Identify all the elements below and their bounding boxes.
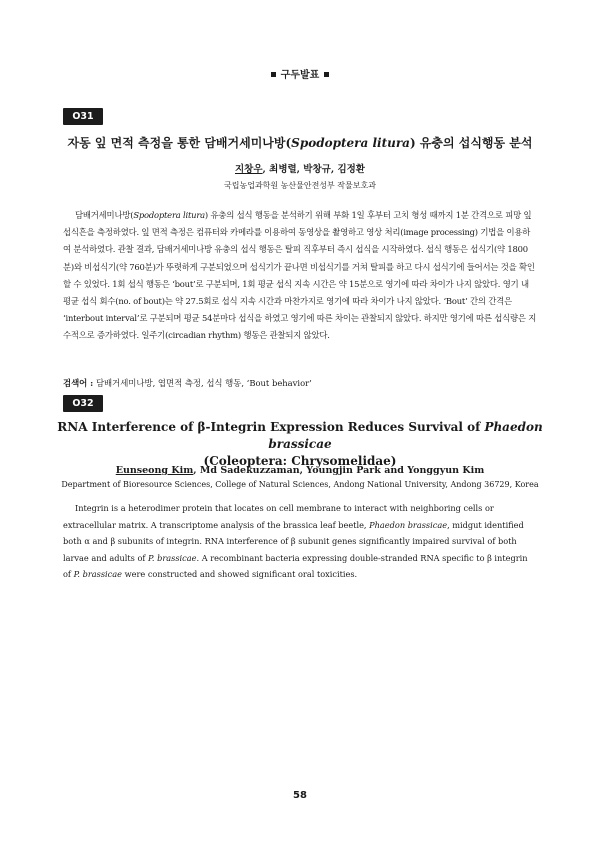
species-name: Phaedon brassicae [268,420,543,451]
body-text: were constructed and showed significant oral toxicities. [122,569,358,580]
species-name: Spodoptera litura [291,136,410,150]
affiliation: 국립농업과학원 농산물안전성부 작물보호과 [224,181,376,190]
square-bullet-icon [271,72,276,77]
abstract-title [40,135,560,152]
title-text: (Coleoptera: Chrysomelidae) [203,454,397,468]
affiliation: Department of Bioresource Sciences, College of Natural Sciences, Andong National University, Andong 36729, Korea [61,480,539,489]
abstract-title [40,419,560,470]
abstract-body [63,207,538,345]
author-list [40,163,560,176]
species-name: P. brassicae [148,552,197,563]
keywords [63,376,538,390]
abstract-id-badge: O32 [63,395,103,412]
species-name: P. brassicae [73,569,122,580]
presenting-author: Eunseong Kim [115,465,194,476]
square-bullet-icon [324,72,329,77]
body-text: . A recombinant bacteria expressing double-stranded RNA specific to β integrin of [63,552,528,580]
section-header-label: 구두발표 [280,70,320,81]
body-text: Integrin is a heterodimer protein that locates on cell membrane to interact with neighboring cells or extracellular matrix. A transcriptome analysis of the brassica leaf beetle, [63,503,494,530]
title-text: RNA Interference of β-Integrin Expression Reduces Survival of [57,420,485,434]
body-text: 담배거세미나방( [75,210,134,220]
section-header [0,66,600,81]
page-number: 58 [293,790,307,801]
keywords-label: 검색어 : [63,378,94,388]
keywords-list: 담배거세미나방, 엽면적 측정, 섭식 행동, ‘Bout behavior’ [93,378,312,388]
body-text: , midgut identified both α and β subunits of integrin. RNA interference of β subunit genes significantly impaired survival of both larvae and adults of [63,519,524,563]
abstract-id-badge: O31 [63,108,103,125]
title-text: ) 유충의 섭식행동 분석 [409,136,533,150]
species-name: Spodoptera litura [133,210,205,220]
abstract-body [63,500,538,583]
species-name: Phaedon brassicae [369,519,448,530]
presenting-author: 지창우 [235,164,263,175]
author-list [40,464,560,477]
co-authors: , Md Sadekuzzaman, Youngjin Park and Yonggyun Kim [193,465,485,476]
body-text: ) 유충의 섭식 행동을 분석하기 위해 부화 1일 후부터 고치 형성 때까지 1분 간격으로 피망 잎 섭식흔을 측정하였다. 잎 면적 측정은 컴퓨터와 카메라를 이용하여 동영상을 촬영하고 영상 처리(image processing) 기법을 이용하여 분석하였다. 관찰 결과, 담배거세미나방 유충의 섭식 행동은 탈피 직후부터 즉시 섭식을 시작하였다. 섭식 행동은 섭식기(약 1800분)와 비섭식기(약 760분)가 뚜렷하게 구분되었으며 섭식기가 끝나면 비섭식기를 거쳐 탈피를 하고 다시 섭식기에 들어서는 것을 확인할 수 있었다. 1회 섭식 행동은 ‘bout’로 구분되며, 1회 평균 섭식 지속 시간은 약 15분으로 영기에 따라 차이가 나지 않았다. 영기 내 평균 섭식 회수(no. of bout)는 약 27.5회로 섭식 지속 시간과 마찬가지로 영기에 따라 차이가 나지 않았다. ‘Bout’ 간의 간격은 ‘interbout interval’로 구분되며 평균 54분마다 섭식을 하였고 영기에 따른 차이는 관찰되지 않았다. 하지만 영기에 따른 섭식량은 지수적으로 증가하였다. 일주기(circadian rhythm) 행동은 관찰되지 않았다. [63,210,537,341]
co-authors: , 최병렬, 박창규, 김정환 [262,164,365,175]
title-text: 자동 잎 면적 측정을 통한 담배거세미나방( [67,136,292,150]
